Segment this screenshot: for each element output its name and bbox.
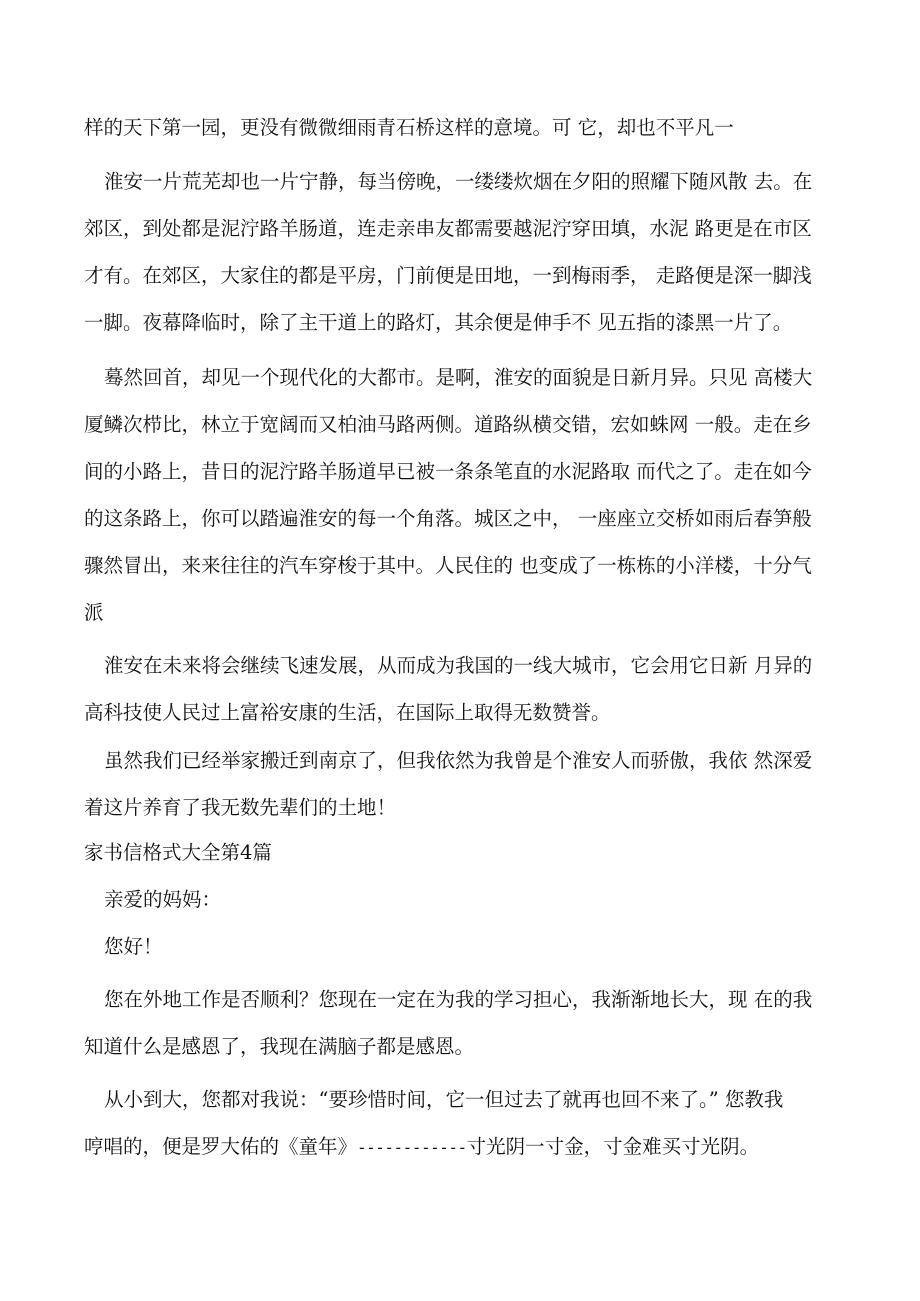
text-line: 骤然冒出，来来往往的汽车穿梭于其中。人民住的 也变成了一栋栋的小洋楼，十分气: [84, 554, 812, 577]
text-line: 才有。在郊区，大家住的都是平房，门前便是田地，一到梅雨季， 走路便是深一脚浅: [84, 264, 812, 287]
text-line: 蓦然回首，却见一个现代化的大都市。是啊，淮安的面貌是日新月异。只见 高楼大: [104, 366, 813, 389]
text-line: 知道什么是感恩了，我现在满脑子都是感恩。: [84, 1035, 475, 1058]
text-line: 厦鳞次栉比，林立于宽阔而又柏油马路两侧。道路纵横交错，宏如蛛网 一般。走在乡: [84, 413, 812, 436]
text-line: 样的天下第一园，更没有微微细雨青石桥这样的意境。可 它，却也不平凡一: [84, 116, 734, 139]
salutation: 亲爱的妈妈：: [104, 888, 222, 911]
greeting: 您好！: [104, 935, 163, 958]
text-line: 从小到大，您都对我说：“要珍惜时间，它一但过去了就再也回不来了。” 您教我: [104, 1088, 784, 1111]
text-segment: 哼唱的，便是罗大佑的《童年》: [84, 1135, 358, 1158]
text-line: 的这条路上，你可以踏遍淮安的每一个角落。城区之中， 一座座立交桥如雨后春笋般: [84, 507, 812, 530]
text-line: 着这片养育了我无数先辈们的土地！: [84, 796, 397, 819]
text-line: 一脚。夜幕降临时，除了主干道上的路灯，其余便是伸手不 见五指的漆黑一片了。: [84, 311, 793, 334]
text-line: 淮安一片荒芜却也一片宁静，每当傍晚，一缕缕炊烟在夕阳的照耀下随风散 去。在: [104, 170, 813, 193]
text-line: 派: [84, 601, 104, 624]
text-line: 郊区，到处都是泥泞路羊肠道，连走亲串友都需要越泥泞穿田填，水泥 路更是在市区: [84, 217, 812, 240]
dash-separator: ------------: [357, 1138, 467, 1157]
text-line: 淮安在未来将会继续飞速发展，从而成为我国的一线大城市，它会用它日新 月异的: [104, 654, 813, 677]
text-line: [84, 1135, 759, 1159]
text-segment: 寸光阴一寸金，寸金难买寸光阴。: [466, 1135, 760, 1158]
text-line: 间的小路上，昔日的泥泞路羊肠道早已被一条条笔直的水泥路取 而代之了。走在如今: [84, 460, 812, 483]
section-heading: 家书信格式大全第4篇: [84, 841, 272, 864]
text-line: 虽然我们已经举家搬迁到南京了，但我依然为我曾是个淮安人而骄傲，我依 然深爱: [104, 749, 813, 772]
text-line: 高科技使人民过上富裕安康的生活，在国际上取得无数赞誉。: [84, 701, 611, 724]
text-line: 您在外地工作是否顺利？您现在一定在为我的学习担心，我渐渐地长大，现 在的我: [104, 988, 813, 1011]
